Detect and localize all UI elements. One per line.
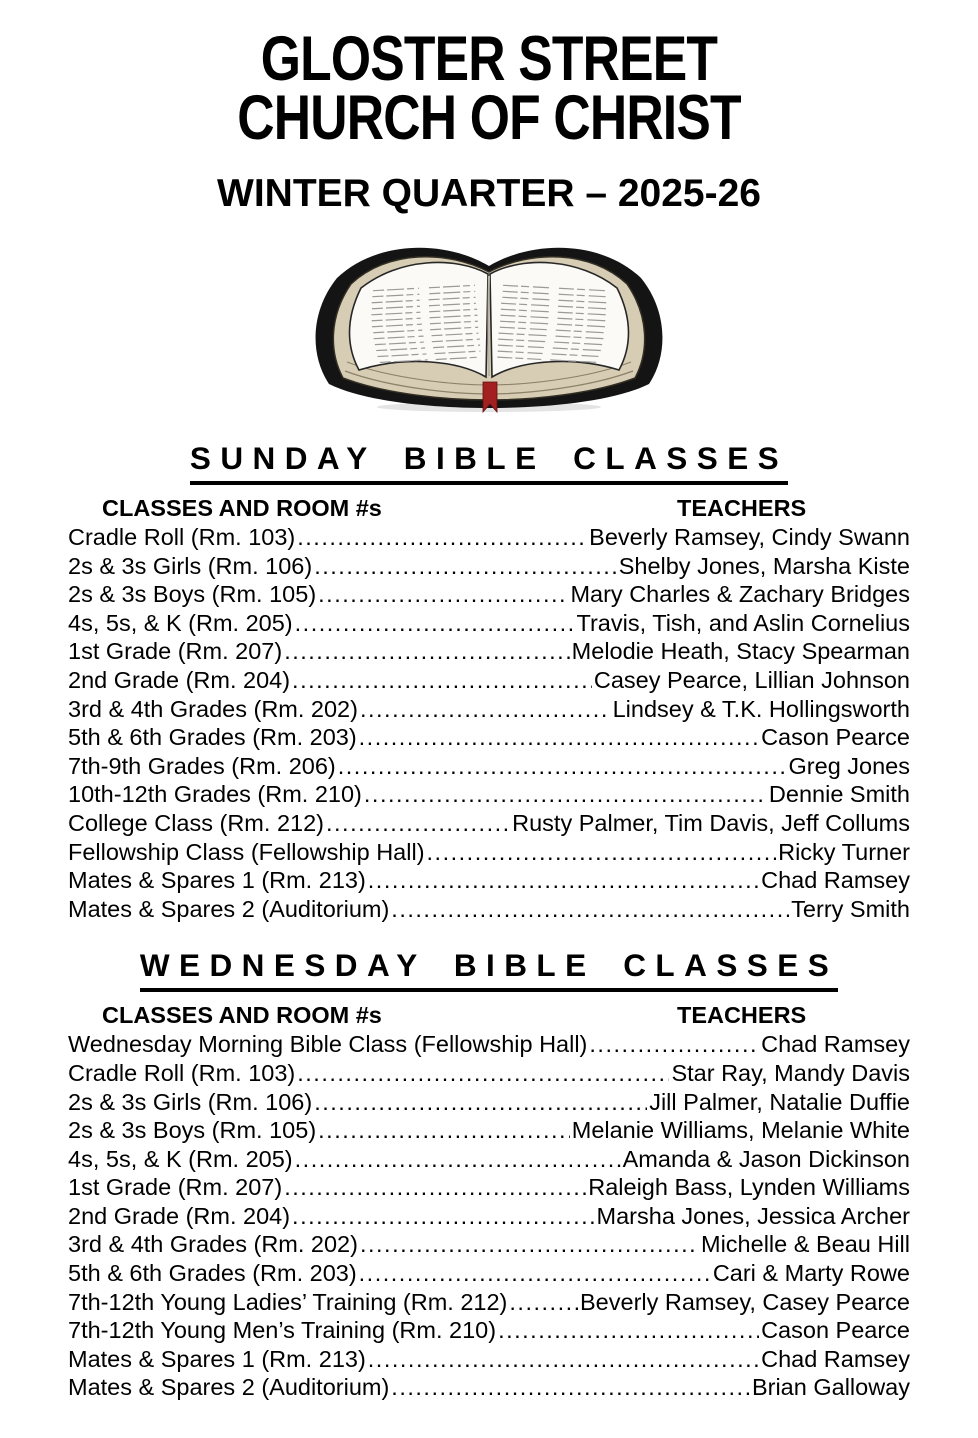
class-name: 5th & 6th Grades (Rm. 203) bbox=[68, 724, 357, 751]
teacher-names: Michelle & Beau Hill bbox=[701, 1231, 910, 1258]
class-name: Fellowship Class (Fellowship Hall) bbox=[68, 838, 425, 865]
class-row bbox=[68, 1030, 910, 1059]
dot-leader bbox=[391, 1373, 750, 1402]
classes-column-header: CLASSES AND ROOM #s bbox=[102, 1002, 382, 1029]
class-row bbox=[68, 838, 910, 867]
class-row bbox=[68, 723, 910, 752]
class-row bbox=[68, 1202, 910, 1231]
teacher-names: Dennie Smith bbox=[768, 781, 910, 808]
title-line-2: CHURCH OF CHRIST bbox=[237, 83, 741, 153]
class-name: 1st Grade (Rm. 207) bbox=[68, 638, 283, 665]
teacher-names: Terry Smith bbox=[791, 895, 910, 922]
teacher-names: Jill Palmer, Natalie Duffie bbox=[649, 1088, 910, 1115]
dot-leader bbox=[295, 609, 575, 638]
class-row bbox=[68, 1145, 910, 1174]
dot-leader bbox=[297, 1059, 669, 1088]
teacher-names: Raleigh Bass, Lynden Williams bbox=[588, 1174, 910, 1201]
class-name: 10th-12th Grades (Rm. 210) bbox=[68, 781, 362, 808]
dot-leader bbox=[318, 580, 568, 609]
class-row bbox=[68, 780, 910, 809]
teacher-names: Brian Galloway bbox=[751, 1374, 910, 1401]
class-row bbox=[68, 637, 910, 666]
dot-leader bbox=[292, 666, 592, 695]
teachers-column-header: TEACHERS bbox=[676, 495, 807, 521]
class-row bbox=[68, 1173, 910, 1202]
column-headers bbox=[68, 1001, 910, 1030]
dot-leader bbox=[314, 552, 617, 581]
class-name: 7th-12th Young Men’s Training (Rm. 210) bbox=[68, 1317, 497, 1344]
dot-leader bbox=[359, 723, 759, 752]
teacher-names: Rusty Palmer, Tim Davis, Jeff Collums bbox=[512, 809, 910, 836]
class-name: 2s & 3s Boys (Rm. 105) bbox=[68, 1117, 317, 1144]
class-row bbox=[68, 866, 910, 895]
class-name: 2nd Grade (Rm. 204) bbox=[68, 666, 291, 693]
class-row bbox=[68, 695, 910, 724]
teacher-names: Mary Charles & Zachary Bridges bbox=[570, 581, 910, 608]
class-row bbox=[68, 1373, 910, 1402]
dot-leader bbox=[326, 809, 510, 838]
dot-leader bbox=[359, 1259, 711, 1288]
class-row bbox=[68, 1059, 910, 1088]
class-name: 2s & 3s Girls (Rm. 106) bbox=[68, 1088, 313, 1115]
class-row bbox=[68, 523, 910, 552]
class-row bbox=[68, 1088, 910, 1117]
teacher-names: Melanie Williams, Melanie White bbox=[571, 1117, 910, 1144]
class-row bbox=[68, 666, 910, 695]
class-row bbox=[68, 580, 910, 609]
class-row bbox=[68, 609, 910, 638]
teachers-column-header: TEACHERS bbox=[676, 1002, 807, 1029]
class-name: 2s & 3s Girls (Rm. 106) bbox=[68, 552, 313, 579]
class-name: Cradle Roll (Rm. 103) bbox=[68, 524, 296, 550]
class-name: Mates & Spares 1 (Rm. 213) bbox=[68, 1345, 366, 1372]
class-row bbox=[68, 1288, 910, 1317]
teacher-names: Shelby Jones, Marsha Kiste bbox=[618, 552, 910, 579]
class-name: College Class (Rm. 212) bbox=[68, 809, 324, 836]
class-row bbox=[68, 1259, 910, 1288]
column-headers bbox=[68, 494, 910, 523]
dot-leader bbox=[314, 1088, 647, 1117]
dot-leader bbox=[295, 1145, 621, 1174]
class-name: 4s, 5s, & K (Rm. 205) bbox=[68, 609, 293, 636]
teacher-names: Cason Pearce bbox=[761, 724, 910, 751]
class-row bbox=[68, 809, 910, 838]
title-line-1: GLOSTER STREET bbox=[260, 24, 718, 94]
teacher-names: Marsha Jones, Jessica Archer bbox=[596, 1202, 910, 1229]
teacher-names: Melodie Heath, Stacy Spearman bbox=[571, 638, 910, 665]
teacher-names: Star Ray, Mandy Davis bbox=[671, 1059, 910, 1086]
teacher-names: Travis, Tish, and Aslin Cornelius bbox=[576, 609, 910, 636]
sections bbox=[68, 440, 910, 1402]
dot-leader bbox=[338, 752, 787, 781]
teacher-names: Lindsey & T.K. Hollingsworth bbox=[612, 695, 910, 722]
class-name: Mates & Spares 1 (Rm. 213) bbox=[68, 867, 366, 894]
class-name: 2nd Grade (Rm. 204) bbox=[68, 1202, 291, 1229]
teacher-names: Chad Ramsey bbox=[761, 867, 910, 894]
class-name: 7th-12th Young Ladies’ Training (Rm. 212) bbox=[68, 1288, 508, 1315]
teacher-names: Ricky Turner bbox=[778, 838, 910, 865]
class-name: 3rd & 4th Grades (Rm. 202) bbox=[68, 695, 358, 722]
class-row bbox=[68, 1316, 910, 1345]
class-name: Mates & Spares 2 (Auditorium) bbox=[68, 1374, 390, 1401]
teacher-names: Greg Jones bbox=[788, 752, 910, 779]
dot-leader bbox=[368, 1345, 759, 1374]
dot-leader bbox=[427, 838, 777, 867]
class-name: Wednesday Morning Bible Class (Fellowship Hall) bbox=[68, 1031, 588, 1058]
teacher-names: Cason Pearce bbox=[761, 1317, 910, 1344]
class-name: 1st Grade (Rm. 207) bbox=[68, 1174, 283, 1201]
church-name-title bbox=[144, 24, 834, 153]
class-row bbox=[68, 552, 910, 581]
dot-leader bbox=[498, 1316, 759, 1345]
class-row bbox=[68, 1230, 910, 1259]
teacher-names: Amanda & Jason Dickinson bbox=[622, 1145, 910, 1172]
dot-leader bbox=[368, 866, 759, 895]
class-name: 5th & 6th Grades (Rm. 203) bbox=[68, 1260, 357, 1287]
bulletin-page bbox=[68, 0, 910, 1402]
teacher-names: Beverly Ramsey, Casey Pearce bbox=[580, 1288, 910, 1315]
dot-leader bbox=[589, 1030, 759, 1059]
class-name: 7th-9th Grades (Rm. 206) bbox=[68, 752, 336, 779]
teacher-names: Chad Ramsey bbox=[761, 1345, 910, 1372]
class-row bbox=[68, 752, 910, 781]
quarter-subtitle: WINTER QUARTER – 2025-26 bbox=[217, 172, 761, 215]
bible-figure bbox=[68, 230, 910, 416]
dot-leader bbox=[284, 1173, 586, 1202]
dot-leader bbox=[364, 780, 767, 809]
class-name: 2s & 3s Boys (Rm. 105) bbox=[68, 581, 317, 608]
dot-leader bbox=[284, 637, 569, 666]
class-row bbox=[68, 895, 910, 924]
teacher-names: Cari & Marty Rowe bbox=[712, 1260, 910, 1287]
class-name: 4s, 5s, & K (Rm. 205) bbox=[68, 1145, 293, 1172]
dot-leader bbox=[318, 1116, 570, 1145]
classes-column-header: CLASSES AND ROOM #s bbox=[102, 495, 382, 521]
open-bible-icon bbox=[293, 230, 685, 416]
dot-leader bbox=[509, 1288, 578, 1317]
section-heading-wrap bbox=[68, 947, 910, 992]
class-row bbox=[68, 1116, 910, 1145]
teacher-names: Chad Ramsey bbox=[761, 1031, 910, 1058]
section-heading: WEDNESDAY BIBLE CLASSES bbox=[140, 947, 838, 992]
class-name: 3rd & 4th Grades (Rm. 202) bbox=[68, 1231, 358, 1258]
class-row bbox=[68, 1345, 910, 1374]
class-list bbox=[68, 523, 910, 923]
dot-leader bbox=[360, 695, 611, 724]
class-section bbox=[68, 947, 910, 1402]
class-name: Cradle Roll (Rm. 103) bbox=[68, 1059, 296, 1086]
class-list bbox=[68, 1030, 910, 1402]
section-heading-wrap bbox=[68, 440, 910, 485]
teacher-names: Beverly Ramsey, Cindy Swann bbox=[589, 524, 910, 550]
dot-leader bbox=[391, 895, 789, 924]
dot-leader bbox=[297, 523, 587, 552]
section-heading: SUNDAY BIBLE CLASSES bbox=[190, 440, 788, 485]
teacher-names: Casey Pearce, Lillian Johnson bbox=[593, 666, 910, 693]
class-name: Mates & Spares 2 (Auditorium) bbox=[68, 895, 390, 922]
dot-leader bbox=[292, 1202, 594, 1231]
dot-leader bbox=[360, 1230, 699, 1259]
class-section bbox=[68, 440, 910, 923]
